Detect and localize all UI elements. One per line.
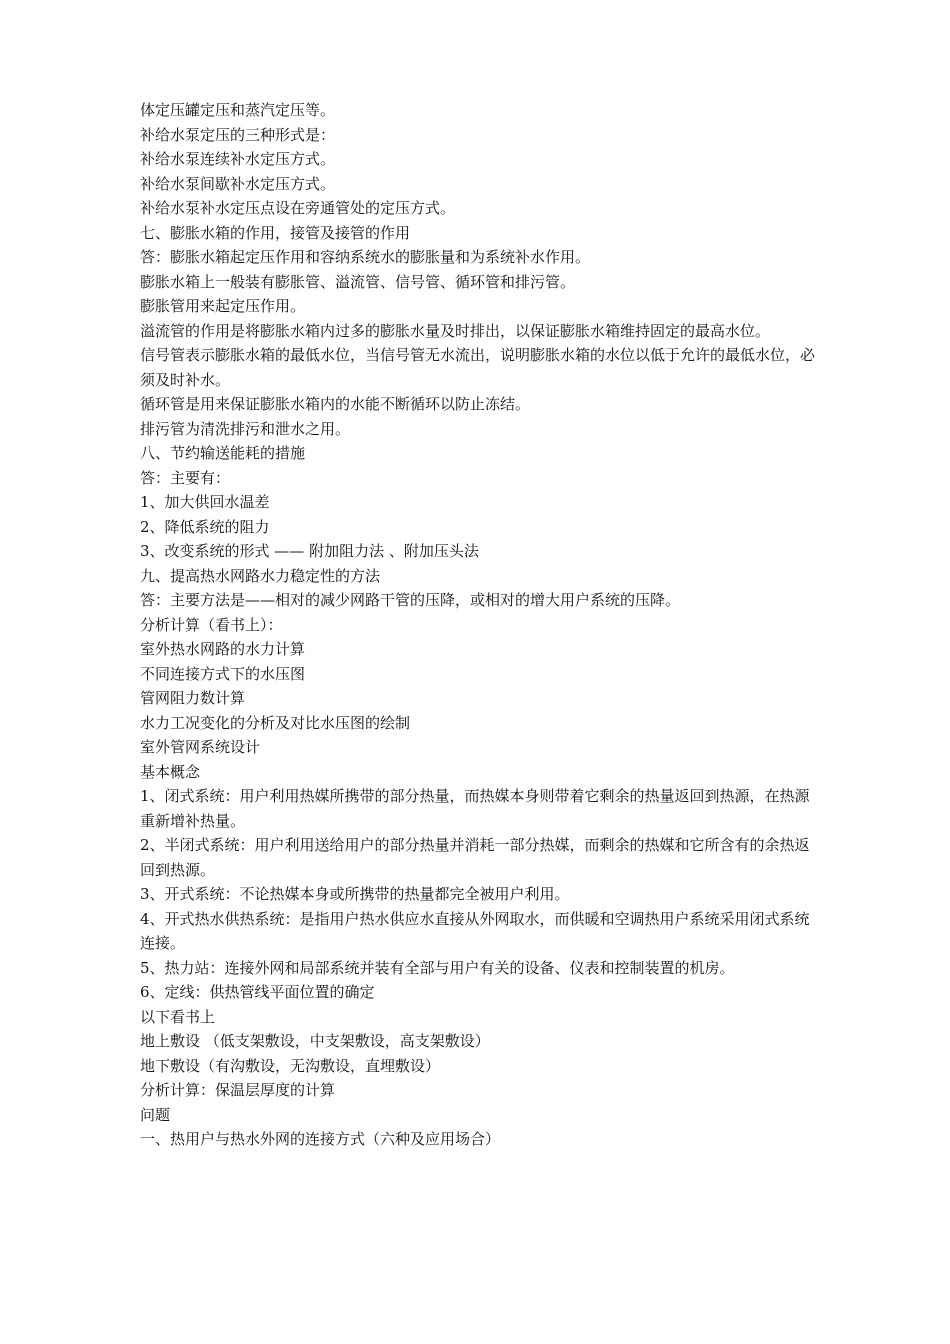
list-item: 5、热力站：连接外网和局部系统并装有全部与用户有关的设备、仪表和控制装置的机房。 [140,958,735,977]
list-item: 6、定线：供热管线平面位置的确定 [140,983,375,1001]
text-line: 补给水泵补水定压点设在旁通管处的定压方式。 [140,199,456,217]
text-line: 循环管是用来保证膨胀水箱内的水能不断循环以防止冻结。 [140,395,531,413]
text-line: 体定压罐定压和蒸汽定压等。 [140,101,336,119]
text-line: 不同连接方式下的水压图 [140,664,306,683]
text-line: 管网阻力数计算 [140,689,246,707]
text-paragraph: 4、开式热水供热系统：是指用户热水供应水直接从外网取水，而供暖和空调热用户系统采用闭式系统连接。 [140,909,810,952]
text-line: 水力工况变化的分析及对比水压图的绘制 [140,713,411,732]
document-body [140,98,816,1152]
list-item: 3、改变系统的形式 —— 附加阻力法 、附加压头法 [140,542,479,560]
text-line: 补给水泵定压的三种形式是： [140,125,336,144]
text-line: 以下看书上 [140,1007,216,1026]
text-paragraph: 1、闭式系统：用户利用热媒所携带的部分热量，而热媒本身则带着它剩余的热量返回到热源，在热源重新增补热量。 [140,787,810,830]
text-line: 膨胀水箱上一般装有膨胀管、溢流管、信号管、循环管和排污管。 [140,272,576,291]
section-heading: 室外管网系统设计 [140,738,261,756]
text-line: 排污管为清洗排污和泄水之用。 [140,419,351,438]
text-line: 补给水泵连续补水定压方式。 [140,150,336,168]
text-paragraph: 溢流管的作用是将膨胀水箱内过多的膨胀水量及时排出，以保证膨胀水箱维持固定的最高水位。 [140,321,771,340]
list-item: 2、降低系统的阻力 [140,517,270,536]
text-line: 地下敷设（有沟敷设，无沟敷设，直埋敷设） [140,1056,441,1075]
text-line: 地上敷设 （低支架敷设，中支架敷设，高支架敷设） [140,1032,490,1050]
text-line: 分析计算（看书上）： [140,615,283,634]
section-heading: 一、热用户与热水外网的连接方式（六种及应用场合） [140,1130,501,1148]
section-heading: 基本概念 [140,762,201,781]
text-paragraph: 2、半闭式系统：用户利用送给用户的部分热量并消耗一部分热媒，而剩余的热媒和它所含有的余热返回到热源。 [140,836,810,879]
section-heading: 七、膨胀水箱的作用，接管及接管的作用 [140,223,411,242]
text-line: 答：主要有： [140,468,231,487]
text-paragraph: 信号管表示膨胀水箱的最低水位，当信号管无水流出，说明膨胀水箱的水位以低于允许的最低水位，必须及时补水。 [140,346,816,389]
text-line: 室外热水网路的水力计算 [140,640,306,658]
section-heading: 九、提高热水网路水力稳定性的方法 [140,566,381,585]
text-line: 答：膨胀水箱起定压作用和容纳系统水的膨胀量和为系统补水作用。 [140,248,591,266]
text-line: 答：主要方法是——相对的减少网路干管的压降，或相对的增大用户系统的压降。 [140,591,681,609]
text-line: 补给水泵间歇补水定压方式。 [140,174,336,193]
section-heading: 问题 [140,1105,171,1124]
text-line: 分析计算：保温层厚度的计算 [140,1081,336,1099]
list-item: 3、开式系统：不论热媒本身或所携带的热量都完全被用户利用。 [140,885,570,903]
section-heading: 八、节约输送能耗的措施 [140,444,306,462]
list-item: 1、加大供回水温差 [140,493,270,511]
text-line: 膨胀管用来起定压作用。 [140,297,306,315]
